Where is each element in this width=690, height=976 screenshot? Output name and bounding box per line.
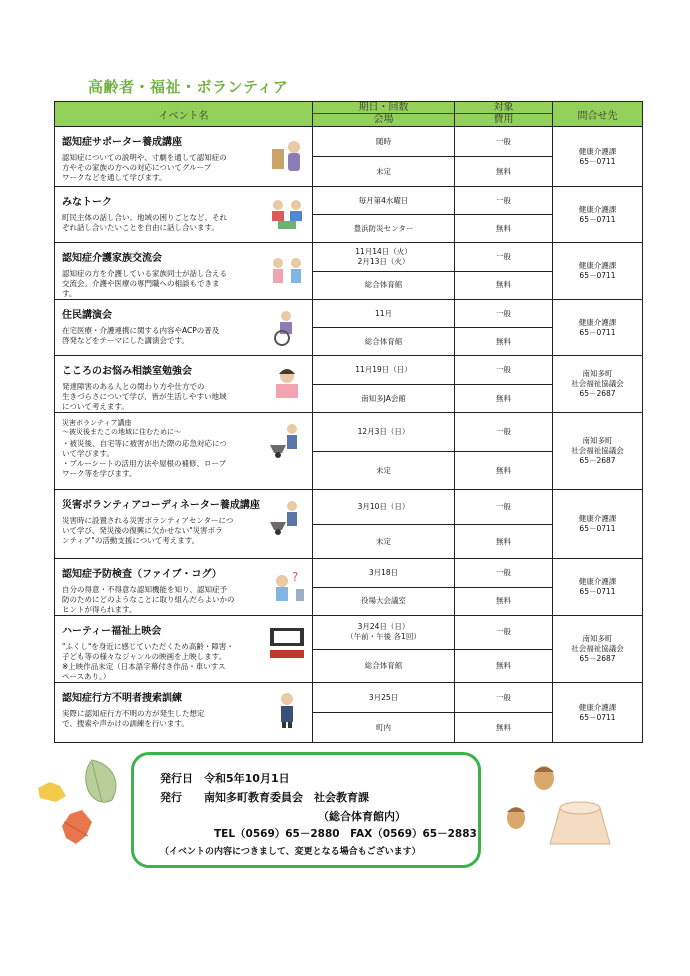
table-row <box>55 127 643 157</box>
event-schedule: 11月19日（日） <box>313 356 455 385</box>
event-description: 発達障害のある人との関わり方や仕方での 生きづらさについて学び、皆が生活しやすい地域 について考えます。 <box>62 382 227 411</box>
event-fee: 無料 <box>455 649 553 683</box>
event-venue: 未定 <box>313 525 455 559</box>
table-row <box>55 683 643 713</box>
footer-note: （イベントの内容につきまして、変更となる場合もございます） <box>160 847 421 857</box>
event-schedule: 12月3日（日） <box>313 413 455 452</box>
event-contact: 健康介護課 65－0711 <box>553 683 643 743</box>
event-fee: 無料 <box>455 385 553 413</box>
events-table <box>54 101 643 743</box>
event-contact: 健康介護課 65－0711 <box>553 127 643 187</box>
event-description: 災害時に設置される災害ボランティアセンターにつ いて学び、発災後の復興に欠かせない"災害ボラ ンティア"の活動支援について考えます。 <box>62 516 234 545</box>
event-description: 町民主体の話し合い。地域の困りごとなど、それ ぞれ話し合いたいことを自由に話し合います。 <box>62 213 227 232</box>
confused-person-icon <box>268 567 306 605</box>
event-fee: 無料 <box>455 328 553 356</box>
event-venue: 未定 <box>313 452 455 490</box>
event-title: 認知症予防検査（ファイブ・コグ） <box>62 569 222 580</box>
event-venue: 南知多JA会館 <box>313 385 455 413</box>
event-cell <box>55 683 313 743</box>
event-title: ハーティー福祉上映会 <box>62 626 162 637</box>
wheelchair-icon <box>268 308 306 346</box>
event-venue: 未定 <box>313 157 455 187</box>
event-venue: 豊浜防災センター <box>313 215 455 243</box>
event-title: 住民講演会 <box>62 310 112 321</box>
event-fee: 無料 <box>455 713 553 743</box>
event-description: 認知症の方を介護している家族同士が話し合える 交流会。介護や医療の専門職への相談もできま す。 <box>62 269 227 298</box>
table-row <box>55 187 643 215</box>
acorns-stump-icon <box>500 756 630 866</box>
event-contact: 健康介護課 65－0711 <box>553 187 643 243</box>
autumn-leaves-icon <box>30 748 130 868</box>
header-target-fee: 対象 費用 <box>455 102 553 127</box>
event-cell <box>55 490 313 559</box>
event-title: こころのお悩み相談室勉強会 <box>62 366 192 377</box>
search-staff-icon <box>268 691 306 729</box>
event-title: みなトーク <box>62 197 112 208</box>
table-row <box>55 300 643 328</box>
event-target: 一般 <box>455 616 553 650</box>
event-description: 在宅医療・介護連携に関する内容やACPの普及 啓発などをテーマにした講演会です。 <box>62 326 220 345</box>
publisher: 発行 南知多町教育委員会 社会教育課 <box>160 791 369 804</box>
event-fee: 無料 <box>455 587 553 616</box>
event-target: 一般 <box>455 243 553 272</box>
header-contact: 問合せ先 <box>553 102 643 127</box>
event-schedule: 毎月第4水曜日 <box>313 187 455 215</box>
header-event: イベント名 <box>55 102 313 127</box>
event-cell <box>55 300 313 356</box>
event-contact: 健康介護課 65－0711 <box>553 559 643 616</box>
event-target: 一般 <box>455 490 553 525</box>
elderly-care-icon <box>268 135 306 173</box>
event-fee: 無料 <box>455 215 553 243</box>
event-description: 実際に認知症行方不明の方が発生した想定 で、捜索や声かけの訓練を行います。 <box>62 709 205 728</box>
event-schedule: 11月 <box>313 300 455 328</box>
table-row <box>55 356 643 385</box>
event-title: 災害ボランティアコーディネーター養成講座 <box>62 500 260 511</box>
event-fee: 無料 <box>455 452 553 490</box>
event-fee: 無料 <box>455 525 553 559</box>
event-target: 一般 <box>455 187 553 215</box>
family-meeting-icon <box>268 251 306 289</box>
table-header-row <box>55 102 643 127</box>
event-venue: 役場大会議室 <box>313 587 455 616</box>
event-fee: 無料 <box>455 271 553 300</box>
event-cell <box>55 243 313 300</box>
event-cell <box>55 413 313 490</box>
event-schedule: 3月18日 <box>313 559 455 588</box>
event-contact: 南知多町 社会福祉協議会 65－2687 <box>553 616 643 683</box>
publisher-sub: （総合体育館内） <box>318 810 406 823</box>
table-row <box>55 490 643 525</box>
event-schedule: 3月24日（日） （午前・午後 各1回） <box>313 616 455 650</box>
event-target: 一般 <box>455 413 553 452</box>
event-title: 災害ボランティア講座 ～被災後またこの地域に住むために～ <box>62 419 181 436</box>
group-talk-icon <box>268 195 306 233</box>
event-contact: 南知多町 社会福祉協議会 65－2687 <box>553 413 643 490</box>
event-target: 一般 <box>455 559 553 588</box>
theater-icon <box>268 624 306 662</box>
counseling-icon <box>268 364 306 402</box>
event-target: 一般 <box>455 356 553 385</box>
table-row <box>55 616 643 650</box>
event-title: 認知症行方不明者捜索訓練 <box>62 693 182 704</box>
event-schedule: 3月25日 <box>313 683 455 713</box>
event-venue: 総合体育館 <box>313 649 455 683</box>
event-target: 一般 <box>455 127 553 157</box>
event-cell <box>55 187 313 243</box>
event-cell <box>55 356 313 413</box>
volunteer-wheelbarrow-icon <box>268 498 306 536</box>
event-schedule: 3月10日（日） <box>313 490 455 525</box>
event-venue: 総合体育館 <box>313 271 455 300</box>
event-title: 認知症サポーター養成講座 <box>62 137 182 148</box>
event-schedule: 11月14日（火） 2月13日（火） <box>313 243 455 272</box>
event-cell <box>55 127 313 187</box>
disaster-volunteer-icon <box>268 421 306 459</box>
event-fee: 無料 <box>455 157 553 187</box>
event-contact: 健康介護課 65－0711 <box>553 300 643 356</box>
event-schedule: 随時 <box>313 127 455 157</box>
event-venue: 町内 <box>313 713 455 743</box>
event-contact: 南知多町 社会福祉協議会 65－2687 <box>553 356 643 413</box>
contact-phone: TEL（0569）65－2880 FAX（0569）65－2883 <box>214 828 477 840</box>
event-target: 一般 <box>455 683 553 713</box>
event-title: 認知症介護家族交流会 <box>62 253 162 264</box>
issue-date: 発行日 令和5年10月1日 <box>160 772 290 785</box>
event-description: 認知症についての説明や、寸劇を通して認知症の 方やその家族の方への対応についてグループ ワークなどを通して学びます。 <box>62 153 227 182</box>
event-cell <box>55 559 313 616</box>
table-row <box>55 243 643 272</box>
table-row <box>55 413 643 452</box>
event-description: ・被災後、自宅等に被害が出た際の応急対応につ いて学びます。 ・ブルーシートの活用方法や屋根の補修、ロープ ワーク等を学びます。 <box>62 439 227 478</box>
page-title: 高齢者・福祉・ボランティア <box>88 78 289 96</box>
svg-text:?: ? <box>292 570 299 584</box>
event-contact: 健康介護課 65－0711 <box>553 243 643 300</box>
event-venue: 総合体育館 <box>313 328 455 356</box>
event-cell <box>55 616 313 683</box>
event-contact: 健康介護課 65－0711 <box>553 490 643 559</box>
header-schedule-venue: 期日・回数 会場 <box>313 102 455 127</box>
event-description: 自分の得意・不得意な認知機能を知り、認知症予 防のためにどのようなことに取り組んだらよいかの ヒントが得られます。 <box>62 585 235 614</box>
event-description: "ふくし"を身近に感じていただくため高齢・障害・ 子ども等の様々なジャンルの映画を上映します。 ※上映作品未定（日本語字幕付き作品・車いすス ペースあり。） <box>62 642 234 681</box>
event-target: 一般 <box>455 300 553 328</box>
table-row <box>55 559 643 588</box>
